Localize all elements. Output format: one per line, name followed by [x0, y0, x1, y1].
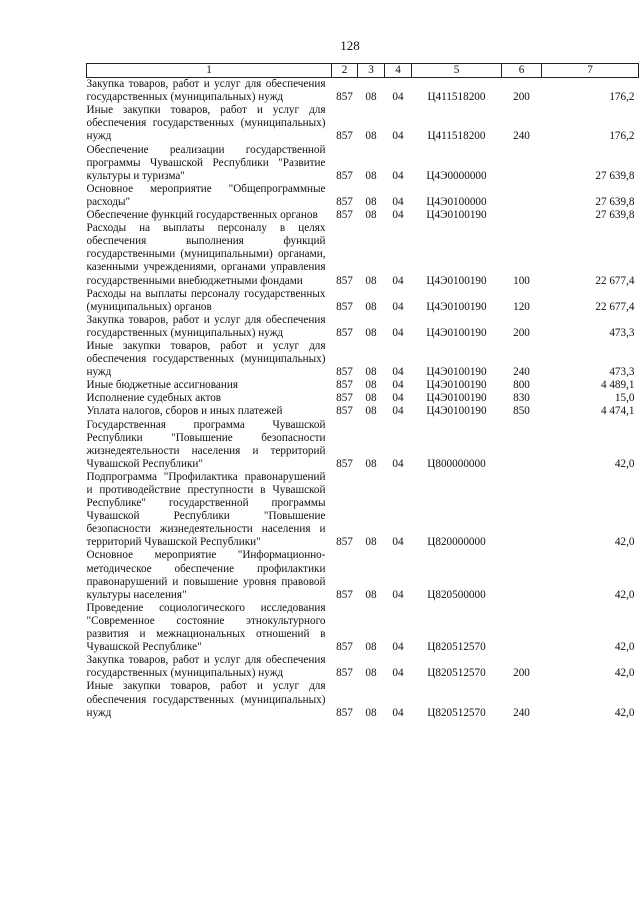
row-name: Подпрограмма "Профилактика правонарушений и противодействие преступности в Чувашской Республике" государственной программы Чувашской Республики "Повышение безопасности жизнедеятельности населения и территорий Чувашской Республики" — [86, 470, 326, 549]
row-expense-type — [502, 419, 542, 471]
row-expense-type: 240 — [513, 366, 530, 379]
row-name: Расходы на выплаты персоналу в целях обеспечения выполнения функций государственными (муниципальными) органами, казенными учреждениями, органами управления государственными внебюджетными фондами — [86, 222, 326, 287]
row-amount: 15,0 — [614, 392, 635, 405]
row-amount: 22 677,4 — [595, 274, 635, 287]
row-ministry: 857 — [336, 326, 353, 339]
table-row — [87, 209, 639, 222]
row-name: Расходы на выплаты персоналу государственных (муниципальных) органов — [86, 287, 326, 313]
row-section: 08 — [365, 667, 377, 680]
row-name: Проведение социологического исследования "Современное состояние этнокультурного развития и межнациональных отношений в Чувашской Республике" — [86, 601, 326, 654]
header-cell-3: 3 — [358, 64, 385, 78]
page-number: 128 — [340, 38, 360, 53]
row-section: 08 — [365, 274, 377, 287]
row-subsection: 04 — [392, 536, 404, 549]
row-target-article: Ц4Э0000000 — [426, 169, 487, 182]
row-ministry: 857 — [336, 392, 353, 405]
row-ministry: 857 — [336, 457, 353, 470]
row-amount: 42,0 — [614, 457, 635, 470]
table-row — [87, 183, 639, 209]
row-ministry: 857 — [336, 641, 353, 654]
row-subsection: 04 — [392, 457, 404, 470]
row-name: Иные закупки товаров, работ и услуг для обеспечения государственных (муниципальных) нужд — [86, 339, 326, 379]
row-ministry: 857 — [336, 379, 353, 392]
row-subsection: 04 — [392, 91, 404, 104]
row-section: 08 — [365, 379, 377, 392]
row-subsection: 04 — [392, 379, 404, 392]
row-subsection: 04 — [392, 392, 404, 405]
row-ministry: 857 — [336, 91, 353, 104]
header-cell-7: 7 — [542, 64, 639, 78]
row-name: Иные бюджетные ассигнования — [86, 379, 238, 392]
row-subsection: 04 — [392, 169, 404, 182]
row-subsection: 04 — [392, 706, 404, 719]
row-amount: 22 677,4 — [595, 300, 635, 313]
row-target-article: Ц411518200 — [427, 130, 486, 143]
row-amount: 4 474,1 — [600, 405, 635, 418]
row-name: Закупка товаров, работ и услуг для обеспечения государственных (муниципальных) нужд — [86, 313, 326, 339]
row-ministry: 857 — [336, 169, 353, 182]
row-ministry: 857 — [336, 300, 353, 313]
row-section: 08 — [365, 457, 377, 470]
row-section: 08 — [365, 209, 377, 222]
header-row — [87, 64, 639, 78]
row-subsection: 04 — [392, 667, 404, 680]
row-subsection: 04 — [392, 366, 404, 379]
row-target-article: Ц4Э0100190 — [426, 392, 487, 405]
row-amount: 176,2 — [609, 130, 635, 143]
row-subsection: 04 — [392, 274, 404, 287]
row-section: 08 — [365, 300, 377, 313]
row-target-article: Ц411518200 — [427, 91, 486, 104]
row-section: 08 — [365, 588, 377, 601]
row-section: 08 — [365, 706, 377, 719]
row-target-article: Ц820512570 — [427, 641, 486, 654]
row-ministry: 857 — [336, 130, 353, 143]
table-row — [87, 419, 639, 471]
row-ministry: 857 — [336, 667, 353, 680]
row-section: 08 — [365, 536, 377, 549]
row-ministry: 857 — [336, 274, 353, 287]
row-amount: 27 639,8 — [595, 169, 635, 182]
row-expense-type: 830 — [513, 392, 530, 405]
row-name: Государственная программа Чувашской Республики "Повышение безопасности жизнедеятельности населения и территорий Чувашской Республики" — [86, 418, 326, 470]
row-name: Закупка товаров, работ и услуг для обеспечения государственных (муниципальных) нужд — [86, 654, 326, 680]
row-expense-type — [502, 144, 542, 183]
row-section: 08 — [365, 366, 377, 379]
row-section: 08 — [365, 130, 377, 143]
row-subsection: 04 — [392, 195, 404, 208]
row-section: 08 — [365, 392, 377, 405]
row-expense-type: 200 — [513, 91, 530, 104]
row-subsection: 04 — [392, 641, 404, 654]
row-target-article: Ц4Э0100190 — [426, 300, 487, 313]
row-subsection: 04 — [392, 209, 404, 222]
row-amount: 4 489,1 — [600, 379, 635, 392]
table-row — [87, 340, 639, 379]
row-name: Иные закупки товаров, работ и услуг для обеспечения государственных (муниципальных) нужд — [86, 104, 326, 143]
row-target-article: Ц4Э0100000 — [426, 195, 487, 208]
row-amount: 473,3 — [609, 326, 635, 339]
row-expense-type: 100 — [513, 274, 530, 287]
row-expense-type: 120 — [513, 300, 530, 313]
row-subsection: 04 — [392, 588, 404, 601]
row-expense-type — [502, 209, 542, 222]
row-expense-type: 800 — [513, 379, 530, 392]
row-ministry: 857 — [336, 209, 353, 222]
row-section: 08 — [365, 169, 377, 182]
header-cell-5: 5 — [412, 64, 502, 78]
row-amount: 42,0 — [614, 667, 635, 680]
row-name: Обеспечение функций государственных органов — [86, 209, 318, 222]
row-expense-type — [502, 471, 542, 550]
table-row — [87, 602, 639, 654]
row-section: 08 — [365, 91, 377, 104]
row-expense-type: 240 — [513, 130, 530, 143]
row-expense-type: 240 — [513, 706, 530, 719]
table-row — [87, 392, 639, 405]
row-ministry: 857 — [336, 405, 353, 418]
row-amount: 42,0 — [614, 536, 635, 549]
row-target-article: Ц4Э0100190 — [426, 366, 487, 379]
row-amount: 473,3 — [609, 366, 635, 379]
table-row — [87, 405, 639, 418]
row-section: 08 — [365, 195, 377, 208]
row-expense-type: 200 — [513, 667, 530, 680]
table-body — [87, 78, 639, 720]
row-amount: 42,0 — [614, 641, 635, 654]
row-target-article: Ц800000000 — [427, 457, 486, 470]
row-target-article: Ц820512570 — [427, 667, 486, 680]
row-section: 08 — [365, 405, 377, 418]
row-target-article: Ц820512570 — [427, 706, 486, 719]
row-expense-type — [502, 549, 542, 601]
table-row — [87, 288, 639, 314]
table-row — [87, 471, 639, 550]
row-subsection: 04 — [392, 326, 404, 339]
table-row — [87, 222, 639, 287]
row-amount: 42,0 — [614, 588, 635, 601]
row-target-article: Ц4Э0100190 — [426, 326, 487, 339]
table-row — [87, 314, 639, 340]
row-target-article: Ц4Э0100190 — [426, 405, 487, 418]
budget-table — [86, 63, 639, 720]
row-expense-type: 200 — [513, 326, 530, 339]
row-target-article: Ц4Э0100190 — [426, 379, 487, 392]
row-target-article: Ц4Э0100190 — [426, 274, 487, 287]
row-section: 08 — [365, 326, 377, 339]
row-name: Основное мероприятие "Общепрограммные расходы" — [86, 182, 326, 208]
header-cell-4: 4 — [385, 64, 412, 78]
row-ministry: 857 — [336, 588, 353, 601]
row-expense-type — [502, 183, 542, 209]
header-cell-1: 1 — [87, 64, 332, 78]
row-expense-type: 850 — [513, 405, 530, 418]
table-row — [87, 549, 639, 601]
row-amount: 27 639,8 — [595, 195, 635, 208]
row-amount: 27 639,8 — [595, 209, 635, 222]
table-row — [87, 78, 639, 105]
row-target-article: Ц820500000 — [427, 588, 486, 601]
row-target-article: Ц820000000 — [427, 536, 486, 549]
table-row — [87, 144, 639, 183]
row-name: Обеспечение реализации государственной программы Чувашской Республики "Развитие культуры и туризма" — [86, 143, 326, 182]
row-ministry: 857 — [336, 536, 353, 549]
table-row — [87, 104, 639, 143]
row-subsection: 04 — [392, 300, 404, 313]
table-row — [87, 379, 639, 392]
row-name: Уплата налогов, сборов и иных платежей — [86, 405, 283, 418]
row-ministry: 857 — [336, 366, 353, 379]
row-ministry: 857 — [336, 195, 353, 208]
row-amount: 176,2 — [609, 91, 635, 104]
row-name: Иные закупки товаров, работ и услуг для обеспечения государственных (муниципальных) нужд — [86, 680, 326, 719]
row-target-article: Ц4Э0100190 — [426, 209, 487, 222]
row-name: Исполнение судебных актов — [86, 392, 222, 405]
header-cell-2: 2 — [332, 64, 358, 78]
row-name: Закупка товаров, работ и услуг для обеспечения государственных (муниципальных) нужд — [86, 78, 326, 104]
row-amount: 42,0 — [614, 706, 635, 719]
row-name: Основное мероприятие "Информационно-методическое обеспечение профилактики правонарушений и повышение уровня правовой культуры населения" — [86, 549, 326, 601]
row-expense-type — [502, 602, 542, 654]
row-subsection: 04 — [392, 130, 404, 143]
table-row — [87, 654, 639, 680]
row-ministry: 857 — [336, 706, 353, 719]
row-subsection: 04 — [392, 405, 404, 418]
header-cell-6: 6 — [502, 64, 542, 78]
row-section: 08 — [365, 641, 377, 654]
table-row — [87, 680, 639, 719]
